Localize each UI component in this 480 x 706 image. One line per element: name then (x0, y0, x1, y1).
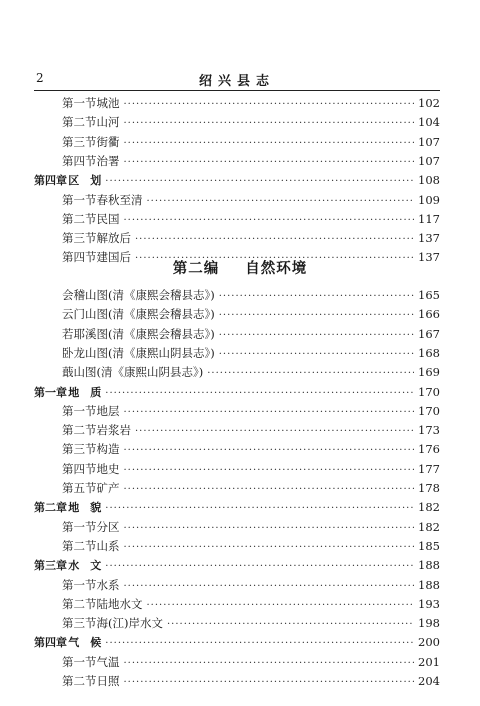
toc-entry-label: 第三节 (62, 442, 97, 457)
toc-entry-label: 第三节 (62, 616, 97, 631)
toc-entry-title: 矿产 (96, 481, 120, 495)
toc-section-entry[interactable] (62, 653, 440, 672)
toc-entry-page-number: 188 (418, 577, 440, 592)
toc-section-entry[interactable] (62, 113, 440, 132)
toc-entry-title: 海(江)岸水文 (96, 616, 163, 631)
part-title: 自然环境 (245, 261, 308, 277)
toc-section-entry[interactable] (62, 595, 440, 614)
dot-leader (167, 615, 414, 634)
toc-entry-label: 第五节 (62, 481, 97, 495)
toc-entry-title: 街衢 (96, 134, 120, 149)
toc-entry-title: 构造 (96, 442, 120, 457)
dot-leader (105, 499, 414, 518)
dot-leader (124, 538, 415, 557)
toc-entry-title: 山系 (96, 538, 120, 553)
toc-map-entry[interactable] (62, 363, 440, 382)
toc-section-entry[interactable] (62, 133, 440, 152)
toc-section-entry[interactable] (62, 518, 440, 537)
dot-leader (124, 480, 415, 499)
toc-entry-label: 第三节 (62, 134, 97, 149)
toc-entry-page-number: 107 (418, 153, 440, 168)
toc-entry-page-number: 182 (418, 519, 440, 534)
toc-entry-page-number: 193 (418, 596, 440, 611)
toc-chapter-entry[interactable] (34, 171, 440, 190)
dot-leader (105, 557, 414, 576)
toc-section-entry[interactable] (62, 479, 440, 498)
toc-entry-title: 解放后 (96, 231, 131, 246)
dot-leader (124, 153, 415, 172)
toc-entry-label: 第二章 (34, 501, 67, 515)
dot-leader (124, 673, 415, 692)
toc-entry-page-number: 201 (418, 654, 440, 669)
toc-entry-label: 第四节 (62, 153, 97, 168)
toc-entry-title: 区 划 (68, 174, 102, 188)
toc-section-entry[interactable] (62, 402, 440, 421)
toc-entry-page-number: 188 (418, 558, 440, 573)
toc-entry-label: 第一节 (62, 577, 97, 592)
toc-entry-label: 第一节 (62, 96, 97, 110)
toc-map-entry[interactable] (62, 344, 440, 363)
toc-entry-title: 会稽山图(清《康熙会稽县志》) (62, 288, 215, 302)
toc-entry-label: 第一节 (62, 519, 97, 534)
toc-entry-page-number: 173 (418, 423, 440, 438)
dot-leader (124, 403, 415, 422)
toc-chapter-entry[interactable] (34, 556, 440, 575)
toc-entry-title: 卧龙山图(清《康熙山阴县志》) (62, 345, 215, 360)
toc-section-entry[interactable] (62, 672, 440, 691)
toc-entry-title: 若耶溪图(清《康熙会稽县志》) (62, 326, 215, 341)
toc-section-entry[interactable] (62, 229, 440, 248)
toc-map-entry[interactable] (62, 286, 440, 305)
toc-entry-title: 地 貌 (68, 501, 102, 515)
dot-leader (124, 654, 415, 673)
toc-entry-page-number: 185 (418, 538, 440, 553)
toc-entry-page-number: 204 (418, 674, 440, 688)
toc-entry-title: 城池 (96, 96, 120, 110)
toc-entry-title: 分区 (96, 519, 120, 534)
toc-map-entry[interactable] (62, 325, 440, 344)
toc-entry-title: 水 文 (68, 559, 102, 573)
toc-entry-label: 第一节 (62, 654, 97, 669)
toc-entry-page-number: 182 (418, 500, 440, 515)
toc-section-entry[interactable] (62, 537, 440, 556)
toc-entry-page-number: 117 (418, 211, 440, 226)
dot-leader (207, 364, 414, 383)
toc-entry-page-number: 169 (418, 365, 440, 380)
toc-entry-page-number: 200 (418, 635, 440, 650)
toc-entry-title: 山河 (96, 115, 120, 130)
toc-entry-page-number: 102 (418, 96, 440, 110)
toc-entry-label: 第四节 (62, 250, 97, 265)
toc-entry-page-number: 166 (418, 307, 440, 322)
toc-section-entry[interactable] (62, 94, 440, 113)
toc-entry-title: 春秋至清 (96, 192, 143, 207)
dot-leader (219, 345, 414, 364)
toc-entry-title: 建国后 (96, 250, 131, 265)
toc-entry-label: 第二节 (62, 674, 97, 688)
toc-entry-label: 第四章 (34, 174, 67, 188)
toc-section-entry[interactable] (62, 191, 440, 210)
dot-leader (124, 211, 415, 230)
toc-section-entry[interactable] (62, 152, 440, 171)
toc-entry-label: 第二节 (62, 596, 97, 611)
dot-leader (124, 95, 415, 114)
toc-entry-page-number: 177 (418, 461, 440, 476)
toc-entry-label: 第一节 (62, 403, 97, 418)
toc-entry-label: 第二节 (62, 423, 97, 438)
toc-entry-title: 云门山图(清《康熙会稽县志》) (62, 307, 215, 322)
running-header (34, 70, 440, 91)
toc-chapter-entry[interactable] (34, 383, 440, 402)
toc-map-entry[interactable] (62, 305, 440, 324)
toc-entry-title: 气温 (96, 654, 120, 669)
toc-section-entry[interactable] (62, 460, 440, 479)
toc-entry-label: 第一章 (34, 385, 67, 399)
page-number: 2 (36, 71, 44, 85)
toc-entry-title: 民国 (96, 211, 120, 226)
toc-entry-title: 水系 (96, 577, 120, 592)
toc-section-entry[interactable] (62, 614, 440, 633)
toc-section-entry[interactable] (62, 210, 440, 229)
dot-leader (147, 596, 415, 615)
toc-entry-page-number: 178 (418, 481, 440, 495)
dot-leader (124, 519, 415, 538)
toc-entry-page-number: 165 (418, 288, 440, 302)
toc-entry-label: 第二节 (62, 538, 97, 553)
toc-entry-label: 第四节 (62, 461, 97, 476)
toc-entry-title: 地 质 (68, 385, 102, 399)
toc-chapter-entry[interactable] (34, 498, 440, 517)
toc-section-entry[interactable] (62, 421, 440, 440)
toc-entry-page-number: 170 (418, 403, 440, 418)
book-title: 绍兴县志 (198, 74, 275, 89)
dot-leader (135, 230, 414, 249)
toc-entry-title: 气 候 (68, 636, 102, 650)
toc-entry-page-number: 107 (418, 134, 440, 149)
toc-entry-title: 蕺山图(清《康熙山阴县志》) (62, 365, 204, 380)
toc-entry-title: 陆地水文 (96, 596, 143, 611)
toc-entry-label: 第二节 (62, 115, 97, 130)
dot-leader (105, 634, 414, 653)
dot-leader (124, 134, 415, 153)
dot-leader (219, 287, 414, 306)
dot-leader (124, 114, 415, 133)
toc-entry-page-number: 104 (418, 115, 440, 130)
toc-entry-page-number: 170 (418, 384, 440, 399)
toc-entry-page-number: 198 (418, 616, 440, 631)
dot-leader (124, 577, 415, 596)
toc-entry-title: 地层 (96, 403, 120, 418)
toc-entry-label: 第三章 (34, 559, 67, 573)
dot-leader (105, 172, 414, 191)
toc-entry-page-number: 108 (418, 173, 440, 188)
toc-entry-page-number: 137 (418, 231, 440, 246)
toc-entry-page-number: 109 (418, 192, 440, 207)
toc-entry-page-number: 137 (418, 250, 440, 265)
part-heading (0, 257, 480, 278)
part-number: 第二编 (172, 261, 220, 277)
toc-entry-page-number: 168 (418, 345, 440, 360)
toc-entry-label: 第四章 (34, 636, 67, 650)
toc-entry-page-number: 167 (418, 326, 440, 341)
toc-entry-label: 第一节 (62, 192, 97, 207)
dot-leader (135, 422, 414, 441)
dot-leader (124, 461, 415, 480)
toc-entry-title: 日照 (96, 674, 120, 688)
toc-section-entry[interactable] (62, 440, 440, 459)
dot-leader (219, 326, 414, 345)
toc-entry-title: 地史 (96, 461, 120, 476)
toc-chapter-entry[interactable] (34, 633, 440, 652)
toc-entry-title: 岩浆岩 (96, 423, 131, 438)
dot-leader (147, 192, 415, 211)
toc-section-entry[interactable] (62, 576, 440, 595)
dot-leader (124, 441, 415, 460)
toc-entry-title: 治署 (96, 153, 120, 168)
toc-entry-label: 第三节 (62, 231, 97, 246)
toc-entry-label: 第二节 (62, 211, 97, 226)
dot-leader (219, 306, 414, 325)
toc-entry-page-number: 176 (418, 442, 440, 457)
dot-leader (105, 384, 414, 403)
